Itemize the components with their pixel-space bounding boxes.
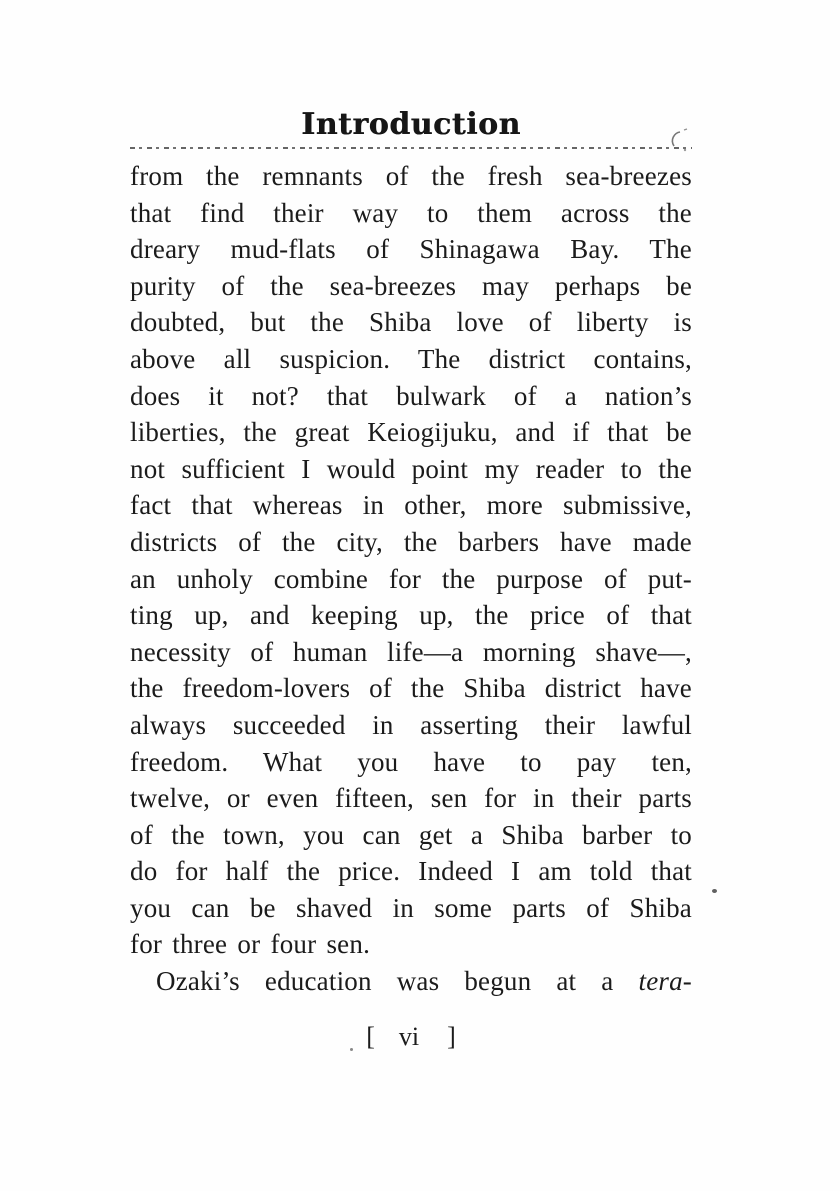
page-number-footer — [130, 1022, 692, 1052]
text-line: of the town, you can get a Shiba barber to — [130, 819, 692, 850]
text-line: purity of the sea-breezes may perhaps be — [130, 270, 692, 301]
text-line: above all suspicion. The district contains, — [130, 343, 692, 374]
text-line: twelve, or even fifteen, sen for in their parts — [130, 783, 692, 814]
text-line: an unholy combine for the purpose of put- — [130, 563, 692, 594]
text-line: districts of the city, the barbers have made — [130, 526, 692, 557]
italic-word: tera- — [638, 966, 692, 997]
text-line: does it not? that bulwark of a nation’s — [130, 380, 692, 411]
ink-speck-artifact — [712, 889, 717, 893]
text-line: not sufficient I would point my reader to the — [130, 453, 692, 484]
text-segment: Ozaki’s education was begun at a — [156, 966, 639, 997]
footer-bracket-left: [ — [366, 1022, 375, 1051]
text-line: for three or four sen. — [130, 929, 371, 960]
text-line: necessity of human life—a morning shave—, — [130, 636, 692, 667]
text-line: always succeeded in asserting their lawful — [130, 709, 692, 740]
text-line: doubted, but the Shiba love of liberty is — [130, 307, 692, 338]
dotted-rule-divider — [130, 147, 692, 149]
text-line: you can be shaved in some parts of Shiba — [130, 892, 692, 923]
text-line: that find their way to them across the — [130, 197, 692, 228]
body-paragraphs — [130, 158, 692, 1000]
text-line-with-italic — [130, 963, 692, 1000]
text-line: from the remnants of the fresh sea-breezes — [130, 161, 692, 191]
chapter-heading-blackletter: Introduction — [301, 107, 521, 142]
text-line: ting up, and keeping up, the price of that — [130, 600, 692, 631]
text-line: fact that whereas in other, more submissive, — [130, 490, 692, 521]
pencil-mark-artifact — [660, 124, 694, 156]
page-number: vi — [398, 1022, 420, 1051]
footer-bracket-right: ] — [447, 1022, 456, 1051]
ink-speck-artifact — [350, 1048, 353, 1051]
text-line: liberties, the great Keiogijuku, and if that be — [130, 417, 692, 448]
text-line: dreary mud-flats of Shinagawa Bay. The — [130, 234, 692, 265]
text-line: freedom. What you have to pay ten, — [130, 746, 692, 777]
text-block — [130, 108, 692, 1000]
text-line: do for half the price. Indeed I am told that — [130, 856, 692, 887]
text-line: the freedom-lovers of the Shiba district have — [130, 673, 692, 704]
